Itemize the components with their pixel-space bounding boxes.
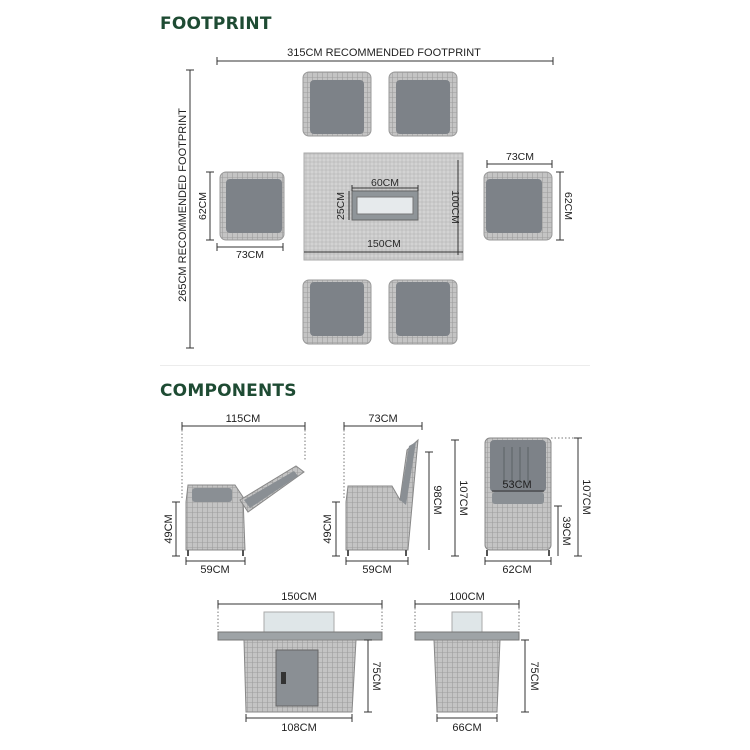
right-chair-width-label: 73CM	[505, 151, 535, 163]
front-inner-width-label: 53CM	[502, 479, 532, 491]
table-short-height-label: 75CM	[528, 661, 540, 691]
chair-bottom-left	[303, 280, 371, 344]
side-chair	[346, 440, 418, 556]
table-long-height-label: 75CM	[370, 661, 382, 691]
components-heading: COMPONENTS	[160, 381, 297, 401]
chair-bottom-right	[389, 280, 457, 344]
footprint-heading: FOOTPRINT	[160, 14, 272, 34]
chair-left	[220, 172, 284, 240]
front-chair	[485, 438, 551, 556]
footprint-depth-label: 265CM RECOMMENDED FOOTPRINT	[177, 108, 189, 302]
table-long-base-label: 108CM	[281, 722, 317, 734]
table-width-label: 100CM	[449, 190, 461, 224]
chair-right	[484, 172, 552, 240]
reclined-base-label: 59CM	[200, 564, 230, 576]
footprint-width-label: 315CM RECOMMENDED FOOTPRINT	[287, 47, 481, 59]
left-chair-depth-label: 62CM	[197, 191, 209, 221]
side-overall-height-label: 107CM	[457, 480, 469, 516]
side-seat-height-label: 49CM	[322, 514, 334, 544]
burner-width-label: 25CM	[335, 191, 347, 221]
side-back-height-label: 98CM	[431, 485, 443, 515]
front-arm-height-label: 39CM	[560, 516, 572, 546]
reclined-length-label: 115CM	[225, 413, 261, 425]
reclined-chair	[186, 466, 304, 556]
side-base-label: 59CM	[362, 564, 392, 576]
reclined-seat-height-label: 49CM	[163, 514, 175, 544]
table-long-view	[218, 612, 382, 712]
left-chair-width-label: 73CM	[235, 249, 265, 261]
table-short-base-label: 66CM	[452, 722, 482, 734]
chair-top-left	[303, 72, 371, 136]
front-overall-height-label: 107CM	[580, 479, 592, 515]
side-top-depth-label: 73CM	[368, 413, 398, 425]
table-length-label: 150CM	[367, 238, 401, 250]
table-short-top-label: 100CM	[449, 591, 485, 603]
front-base-label: 62CM	[502, 564, 532, 576]
table-long-top-label: 150CM	[281, 591, 317, 603]
table-short-view	[415, 612, 519, 712]
right-chair-depth-label: 62CM	[562, 191, 574, 221]
burner-length-label: 60CM	[370, 177, 400, 189]
chair-top-right	[389, 72, 457, 136]
